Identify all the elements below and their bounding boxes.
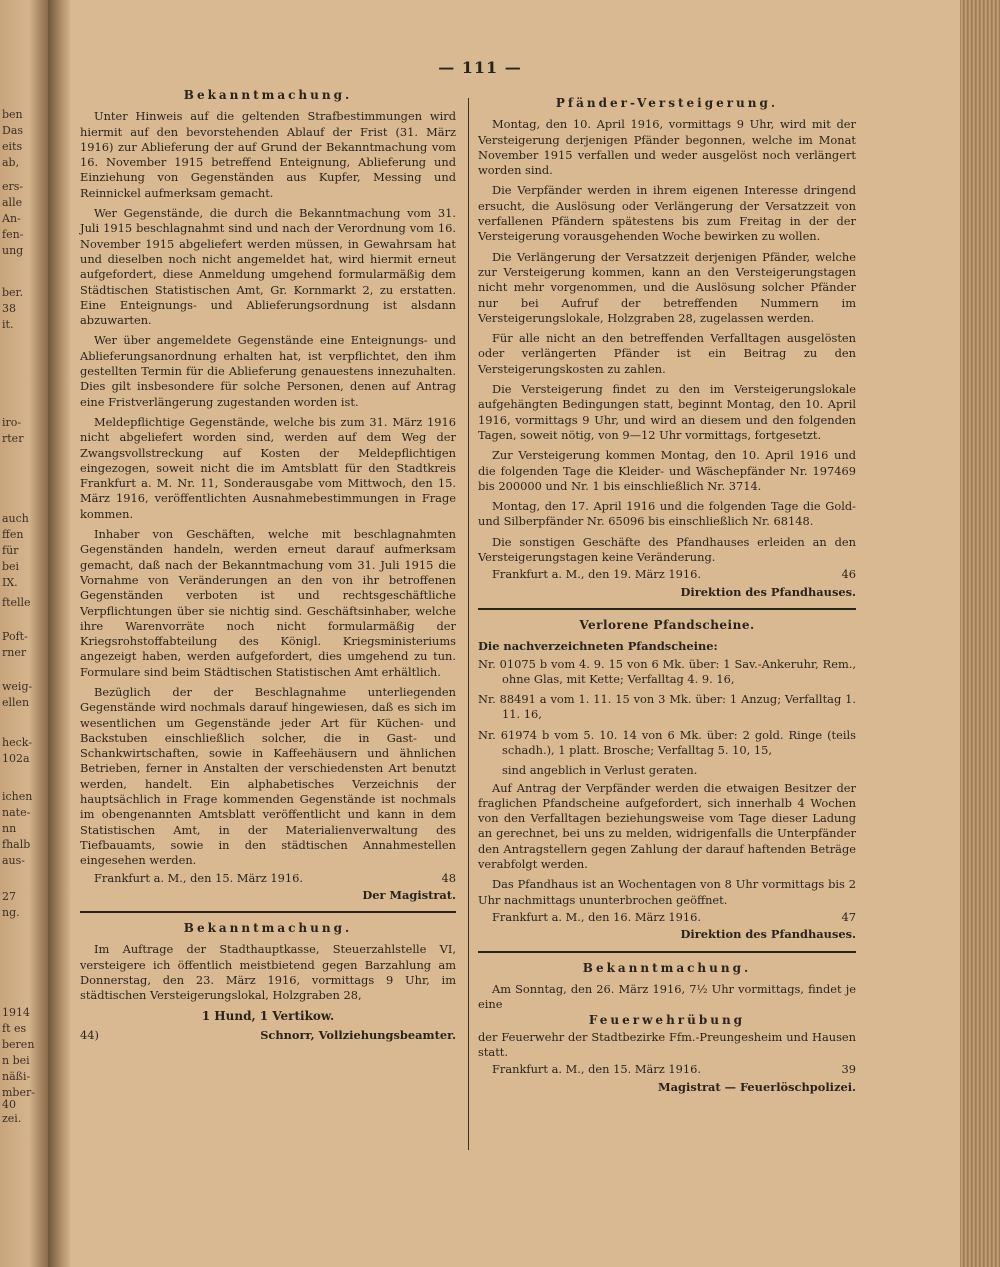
facing-page-fragment: nn <box>2 822 17 835</box>
facing-page-fragment: fhalb <box>2 838 31 851</box>
left-column <box>80 88 456 1043</box>
facing-page-fragment: 1914 <box>2 1006 30 1019</box>
facing-page-fragment: Das <box>2 124 24 137</box>
facing-page-fragment: ben <box>2 108 23 121</box>
list-item: Nr. 88491 a vom 1. 11. 15 von 3 Mk. über: 1 Anzug; Verfalltag 1. 11. 16, <box>478 692 856 722</box>
paragraph: Zur Versteigerung kommen Montag, den 10. April 1916 und die folgenden Tage die Kleider- und Wäschepfänder Nr. 197469 bis 200000 und Nr. 1 bis einschließlich Nr. 3714. <box>478 448 856 493</box>
facing-page-fragment: n bei <box>2 1054 30 1067</box>
notice-number: 47 <box>841 909 856 924</box>
facing-page-fragment: it. <box>2 318 14 331</box>
notice-number: 44) <box>80 1027 99 1042</box>
paragraph: Unter Hinweis auf die geltenden Strafbestimmungen wird hiermit auf den bevorstehenden Ablauf der Frist (31. März 1916) zur Ablieferung der auf Grund der Bekanntmachung vom 16. November 1915 betreffend Enteignung, Ablieferung und Einziehung von Gegenständen aus Kupfer, Messing und Reinnickel aufmerksam gemacht. <box>80 109 456 200</box>
paragraph: Wer über angemeldete Gegenstände eine Enteignungs- und Ablieferungsanordnung erhalten hat, ist verpflichtet, den ihm gestellten Termin für die Ablieferung genauestens innezuhalten. Dies gilt insbesondere für solche Personen, denen auf Antrag eine Fristverlängerung zugestanden worden ist. <box>80 333 456 409</box>
paragraph: Montag, den 10. April 1916, vormittags 9 Uhr, wird mit der Versteigerung derjenigen Pfänder begonnen, welche im Monat November 1915 verfallen und weder ausgelöst noch verlängert worden sind. <box>478 117 856 178</box>
paragraph: Das Pfandhaus ist an Wochentagen von 8 Uhr vormittags bis 2 Uhr nachmittags ununterbrochen geöffnet. <box>478 877 856 907</box>
facing-page-fragment: ffen <box>2 528 24 541</box>
paragraph: Die Versteigerung findet zu den im Versteigerungslokale aufgehängten Bedingungen statt, beginnt Montag, den 10. April 1916, vormittags 9 Uhr, und wird an diesem und den folgenden Tagen, soweit nötig, von 9—12 Uhr vormittags, fortgesetzt. <box>478 382 856 442</box>
notice-heading: Bekanntmachung. <box>183 88 353 102</box>
facing-page-fragment: rner <box>2 646 27 659</box>
place-date-line <box>478 910 856 925</box>
notice-heading: Pfänder-Versteigerung. <box>555 96 779 110</box>
facing-page-fragment: ers- <box>2 180 24 193</box>
facing-page-fragment: fen- <box>2 228 24 241</box>
signature: Schnorr, Vollziehungsbeamter. <box>260 1027 456 1042</box>
paragraph: Montag, den 17. April 1916 und die folgenden Tage die Gold- und Silberpfänder Nr. 65096 bis einschließlich Nr. 68148. <box>478 499 856 529</box>
facing-page-fragment: An- <box>2 212 21 225</box>
notice-number: 48 <box>441 870 456 885</box>
facing-page-fragment: auch <box>2 512 29 525</box>
facing-page-fragment: alle <box>2 196 23 209</box>
facing-page-fragment: bei <box>2 560 20 573</box>
facing-page-edge <box>0 0 48 1267</box>
facing-page-fragment: beren <box>2 1038 35 1051</box>
signature-line <box>80 1028 456 1043</box>
facing-page-fragment: für <box>2 544 19 557</box>
facing-page-fragment: IX. <box>2 576 18 589</box>
facing-page-fragment: 102a <box>2 752 30 765</box>
facing-page-fragment: nate- <box>2 806 31 819</box>
signature: Direktion des Pfandhauses. <box>680 584 856 599</box>
facing-page-fragment: rter <box>2 432 24 445</box>
section-rule <box>478 608 856 610</box>
section-rule <box>80 911 456 913</box>
facing-page-fragment: ftelle <box>2 596 31 609</box>
paragraph: Meldepflichtige Gegenstände, welche bis zum 31. März 1916 nicht abgeliefert worden sind, werden auf dem Weg der Zwangsvollstreckung auf Kosten der Meldepflichtigen eingezogen, soweit nicht die im Amtsblatt für den Stadtkreis Frankfurt a. M. Nr. 11, Sonderausgabe vom Mittwoch, den 15. März 1916, veröffentlichten Ausnahmebestimmungen in Frage kommen. <box>80 414 456 521</box>
signature: Direktion des Pfandhauses. <box>680 927 856 942</box>
facing-page-fragment: ng. <box>2 906 20 919</box>
paragraph: Auf Antrag der Verpfänder werden die etwaigen Besitzer der fraglichen Pfandscheine aufgefordert, sich innerhalb 4 Wochen von den Verfalltagen beziehungsweise vom Tage dieser Ladung an gerechnet, bei uns zu melden, widrigenfalls die Unterpfänder den Antragstellern gegen Zahlung der darauf haftenden Beträge verabfolgt werden. <box>478 780 856 872</box>
facing-page-fragment: ab, <box>2 156 20 169</box>
paragraph: Wer Gegenstände, die durch die Bekanntmachung vom 31. Juli 1915 beschlagnahmt sind und nach der Verordnung vom 16. November 1915 abgeliefert werden müssen, in Gewahrsam hat und dieselben noch nicht angemeldet hat, wird hiermit erneut aufgefordert, diese Anmeldung umgehend formularmäßig dem Städtischen Statistischen Amt, Gr. Kornmarkt 2, zu erstatten. Eine Enteignungs- und Ablieferungsordnung ist alsdann abzuwarten. <box>80 206 456 328</box>
place-date: Frankfurt a. M., den 15. März 1916. <box>492 1062 701 1077</box>
auction-items: 1 Hund, 1 Vertikow. <box>201 1008 335 1023</box>
paragraph: der Feuerwehr der Stadtbezirke Ffm.-Preungesheim und Hausen statt. <box>478 1029 856 1060</box>
facing-page-fragment: näßi- <box>2 1070 31 1083</box>
paragraph: Die Verpfänder werden in ihrem eigenen Interesse dringend ersucht, die Auslösung oder Verlängerung der Versatzzeit von verfallenen Pfändern spätestens bis zum Freitag in der der Versteigerung vorausgehenden Woche bewirken zu wollen. <box>478 183 856 244</box>
section-rule <box>478 951 856 953</box>
facing-page-fragment: Poft- <box>2 630 28 643</box>
place-date: Frankfurt a. M., den 19. März 1916. <box>492 567 701 582</box>
paragraph: Im Auftrage der Stadthauptkasse, Steuerzahlstelle VI, versteigere ich öffentlich meistbietend gegen Barzahlung am Donnerstag, den 23. März 1916, vormittags 9 Uhr, im städtischen Versteigerungslokal, Holzgraben 28, <box>80 942 456 1003</box>
place-date-line <box>478 567 856 582</box>
paragraph: Bezüglich der der Beschlagnahme unterliegenden Gegenstände wird nochmals darauf hingewiesen, daß es sich im wesentlichen um Gegenstände jeder Art für Küchen- und Backstuben einschließlich solcher, die in Gast- und Schankwirtschaften, sowie in Kaffeehäusern und ähnlichen Betrieben, ferner in Anstalten der verschiedensten Art benutzt werden, handelt. Ein alphabetisches Verzeichnis der hauptsächlich in Frage kommenden Gegenstände ist nochmals im obengenannten Amtsblatt veröffentlicht und kann in dem Statistischen Amt, in der Materialienverwaltung des Tiefbauamts, sowie in den städtischen Annahmestellen eingesehen werden. <box>80 684 456 868</box>
paragraph: Inhaber von Geschäften, welche mit beschlagnahmten Gegenständen handeln, werden erneut darauf aufmerksam gemacht, daß nach der Bekanntmachung vom 31. Juli 1915 die Vornahme von Veränderungen an den von ihr betroffenen Gegenständen verboten ist und rechtsgeschäftliche Verpflichtungen über sie nichtig sind. Geschäftsinhaber, welche ihre Warenvorräte noch nicht formularmäßig der Kriegsrohstoffabteilung des Königl. Kriegsministeriums angezeigt haben, werden aufgefordert, dies umgehend zu tun. Formulare sind beim Städtischen Statistischen Amt erhältlich. <box>80 527 456 679</box>
facing-page-fragment: ung <box>2 244 24 257</box>
intro-line: Die nachverzeichneten Pfandscheine: <box>478 639 718 654</box>
paragraph: Die sonstigen Geschäfte des Pfandhauses erleiden an den Versteigerungstagen keine Veränderung. <box>478 534 856 565</box>
facing-page-fragment: eits <box>2 140 23 153</box>
place-date-line <box>478 1062 856 1077</box>
facing-page-fragment: weig- <box>2 680 33 693</box>
facing-page-fragment: zei. <box>2 1112 22 1125</box>
place-date: Frankfurt a. M., den 15. März 1916. <box>94 870 303 885</box>
signature: Der Magistrat. <box>362 887 456 902</box>
facing-page-fragment: iro- <box>2 416 22 429</box>
facing-page-fragment: 40 <box>2 1098 16 1111</box>
facing-page-fragment: 27 <box>2 890 16 903</box>
place-date: Frankfurt a. M., den 16. März 1916. <box>492 909 701 924</box>
facing-page-fragment: ber. <box>2 286 24 299</box>
list-item: Nr. 61974 b vom 5. 10. 14 von 6 Mk. über: 2 gold. Ringe (teils schadh.), 1 platt. Brosche; Verfalltag 5. 10, 15, <box>478 727 856 757</box>
column-divider <box>468 98 469 1150</box>
facing-page-fragment: ellen <box>2 696 30 709</box>
notice-number: 46 <box>841 567 856 582</box>
book-gutter <box>48 0 70 1267</box>
place-date-line <box>80 871 456 886</box>
page-number: — 111 — <box>438 58 522 77</box>
notice-heading: Bekanntmachung. <box>582 960 752 975</box>
paragraph: Die Verlängerung der Versatzzeit derjenigen Pfänder, welche zur Versteigerung kommen, kann an den Versteigerungstagen nicht mehr vorgenommen, und die Auslösung solcher Pfänder nur bei Aufruf der betreffenden Nummern im Versteigerungslokale, Holzgraben 28, zugelassen werden. <box>478 249 856 325</box>
facing-page-fragment: heck- <box>2 736 32 749</box>
facing-page-fragment: aus- <box>2 854 26 867</box>
facing-page-fragment: mber- <box>2 1086 35 1099</box>
list-item: Nr. 01075 b vom 4. 9. 15 von 6 Mk. über: 1 Sav.-Ankeruhr, Rem., ohne Glas, mit Kette; Verfalltag 4. 9. 16, <box>478 656 856 686</box>
paragraph: Am Sonntag, den 26. März 1916, 7½ Uhr vormittags, findet je eine <box>478 981 856 1012</box>
right-column <box>478 96 856 1099</box>
notice-heading: Bekanntmachung. <box>183 921 353 936</box>
facing-page-fragment: ichen <box>2 790 33 803</box>
signature: Magistrat — Feuerlöschpolizei. <box>658 1079 856 1094</box>
notice-heading: Verlorene Pfandscheine. <box>579 617 755 632</box>
page-stack-edge <box>960 0 1000 1267</box>
after-items: sind angeblich in Verlust geraten. <box>502 763 698 778</box>
sub-heading: Feuerwehrübung <box>588 1013 746 1028</box>
notice-number: 39 <box>841 1062 856 1077</box>
paragraph: Für alle nicht an den betreffenden Verfalltagen ausgelösten oder verlängerten Pfänder ist ein Beitrag zu den Versteigerungskosten zu zahlen. <box>478 331 856 376</box>
facing-page-fragment: ft es <box>2 1022 27 1035</box>
facing-page-fragment: 38 <box>2 302 16 315</box>
